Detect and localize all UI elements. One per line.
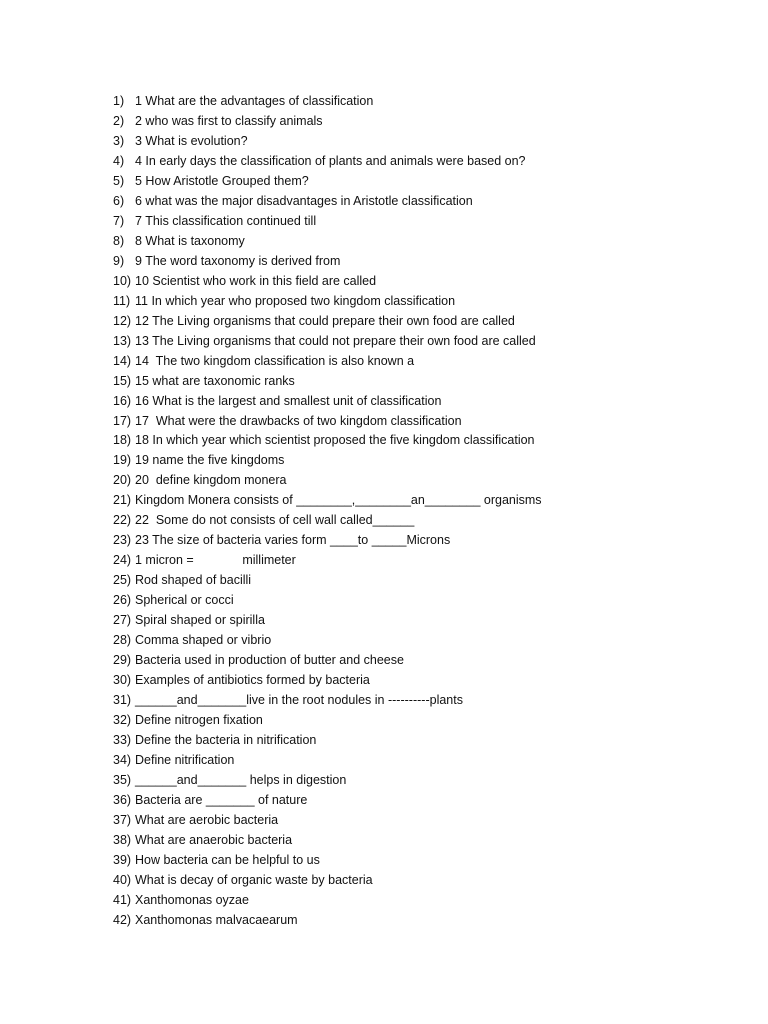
question-text: Spiral shaped or spirilla (135, 613, 265, 628)
question-item (113, 412, 542, 432)
question-item (113, 152, 542, 172)
question-item (113, 851, 542, 871)
question-text: 16 What is the largest and smallest unit of classification (135, 393, 442, 408)
question-text: 15 what are taxonomic ranks (135, 373, 295, 388)
question-number: 30) (113, 673, 132, 688)
question-text: 2 who was first to classify animals (135, 113, 323, 128)
question-number: 18) (113, 433, 132, 448)
question-item (113, 591, 542, 611)
question-text: Xanthomonas oyzae (135, 892, 249, 907)
question-number: 34) (113, 752, 132, 767)
question-item (113, 192, 542, 212)
question-number: 28) (113, 633, 132, 648)
question-item (113, 531, 542, 551)
question-item (113, 272, 542, 292)
question-number: 25) (113, 573, 132, 588)
question-number: 42) (113, 912, 132, 927)
question-text: 18 In which year which scientist proposed the five kingdom classification (135, 433, 535, 448)
question-text: 19 name the five kingdoms (135, 453, 285, 468)
question-item (113, 831, 542, 851)
question-item (113, 811, 542, 831)
question-number: 32) (113, 713, 132, 728)
question-number: 6) (113, 193, 125, 208)
question-number: 38) (113, 832, 132, 847)
question-number: 21) (113, 493, 132, 508)
question-number: 20) (113, 473, 132, 488)
question-number: 10) (113, 273, 132, 288)
question-item (113, 871, 542, 891)
question-text: Define the bacteria in nitrification (135, 733, 317, 747)
question-item (113, 172, 542, 192)
question-item (113, 551, 542, 571)
question-number: 11) (113, 293, 131, 308)
question-text: 3 What is evolution? (135, 133, 248, 148)
question-number: 37) (113, 812, 132, 827)
question-number: 16) (113, 393, 132, 408)
question-item (113, 771, 542, 791)
question-item (113, 671, 542, 691)
question-item (113, 611, 542, 631)
question-number: 27) (113, 613, 132, 628)
question-text: 8 What is taxonomy (135, 233, 245, 248)
question-item (113, 132, 542, 152)
question-item (113, 791, 542, 811)
question-item (113, 232, 542, 252)
question-text: 5 How Aristotle Grouped them? (135, 173, 309, 188)
question-text: Rod shaped of bacilli (135, 573, 252, 588)
question-number: 2) (113, 113, 125, 128)
question-text: 9 The word taxonomy is derived from (135, 253, 341, 268)
question-item (113, 212, 542, 232)
question-text: Bacteria are _______ of nature (135, 792, 308, 807)
question-text: 13 The Living organisms that could not prepare their own food are called (135, 333, 536, 348)
question-item (113, 471, 542, 491)
question-item (113, 392, 542, 412)
question-text: Define nitrification (135, 752, 235, 767)
question-text: What is decay of organic waste by bacteria (135, 872, 373, 887)
question-list (113, 92, 542, 931)
question-number: 7) (113, 213, 125, 228)
question-number: 31) (113, 693, 132, 708)
question-number: 1) (113, 94, 125, 108)
question-number: 9) (113, 253, 125, 268)
question-number: 4) (113, 153, 125, 168)
question-text: ______and_______live in the root nodules in ----------plants (135, 693, 463, 708)
question-text: Kingdom Monera consists of ________,________an________ organisms (135, 493, 542, 508)
question-text: Spherical or cocci (135, 593, 234, 608)
question-item (113, 451, 542, 471)
question-number: 5) (113, 173, 125, 188)
question-text: Xanthomonas malvacaearum (135, 912, 298, 927)
question-text: 11 In which year who proposed two kingdom classification (135, 293, 456, 308)
question-text: 22 Some do not consists of cell wall called______ (135, 513, 415, 528)
question-item (113, 112, 542, 132)
question-number: 39) (113, 852, 132, 867)
question-number: 29) (113, 653, 132, 668)
question-text: Examples of antibiotics formed by bacteria (135, 673, 370, 688)
question-text: 10 Scientist who work in this field are called (135, 273, 377, 288)
question-text: 7 This classification continued till (135, 213, 317, 228)
question-text: 4 In early days the classification of plants and animals were based on? (135, 153, 526, 168)
question-text: 1 What are the advantages of classification (135, 94, 374, 108)
question-text: How bacteria can be helpful to us (135, 852, 320, 867)
question-text: 14 The two kingdom classification is also known a (135, 353, 415, 368)
question-item (113, 731, 542, 751)
question-item (113, 431, 542, 451)
question-number: 17) (113, 413, 132, 428)
question-item (113, 292, 542, 312)
question-number: 40) (113, 872, 132, 887)
question-number: 41) (113, 892, 132, 907)
question-item (113, 332, 542, 352)
question-text: 20 define kingdom monera (135, 473, 287, 488)
question-number: 36) (113, 792, 132, 807)
question-number: 26) (113, 593, 132, 608)
question-text: 23 The size of bacteria varies form ____to _____Microns (135, 533, 451, 548)
question-item (113, 252, 542, 272)
question-text: 6 what was the major disadvantages in Aristotle classification (135, 193, 473, 208)
question-number: 8) (113, 233, 125, 248)
question-item (113, 312, 542, 332)
question-item (113, 651, 542, 671)
question-text: What are anaerobic bacteria (135, 832, 293, 847)
question-text: ______and_______ helps in digestion (135, 772, 347, 787)
question-number: 15) (113, 373, 132, 388)
question-item (113, 631, 542, 651)
question-item (113, 911, 542, 931)
question-item (113, 372, 542, 392)
question-item (113, 711, 542, 731)
question-text: Define nitrogen fixation (135, 713, 263, 728)
question-item (113, 352, 542, 372)
question-number: 33) (113, 733, 132, 747)
question-item (113, 891, 542, 911)
question-text: What are aerobic bacteria (135, 812, 279, 827)
question-number: 19) (113, 453, 132, 468)
question-item (113, 511, 542, 531)
question-text: Bacteria used in production of butter and cheese (135, 653, 404, 668)
question-text: 12 The Living organisms that could prepare their own food are called (135, 313, 515, 328)
question-number: 14) (113, 353, 132, 368)
question-number: 13) (113, 333, 132, 348)
question-number: 23) (113, 533, 132, 548)
question-text: 17 What were the drawbacks of two kingdom classification (135, 413, 462, 428)
question-text: Comma shaped or vibrio (135, 633, 272, 648)
question-text: 1 micron = millimeter (135, 553, 296, 568)
question-item (113, 571, 542, 591)
question-item (113, 491, 542, 511)
question-number: 22) (113, 513, 132, 528)
question-item (113, 92, 542, 112)
question-item (113, 751, 542, 771)
question-number: 12) (113, 313, 132, 328)
question-number: 35) (113, 772, 132, 787)
question-item (113, 691, 542, 711)
question-number: 24) (113, 553, 132, 568)
question-number: 3) (113, 133, 125, 148)
